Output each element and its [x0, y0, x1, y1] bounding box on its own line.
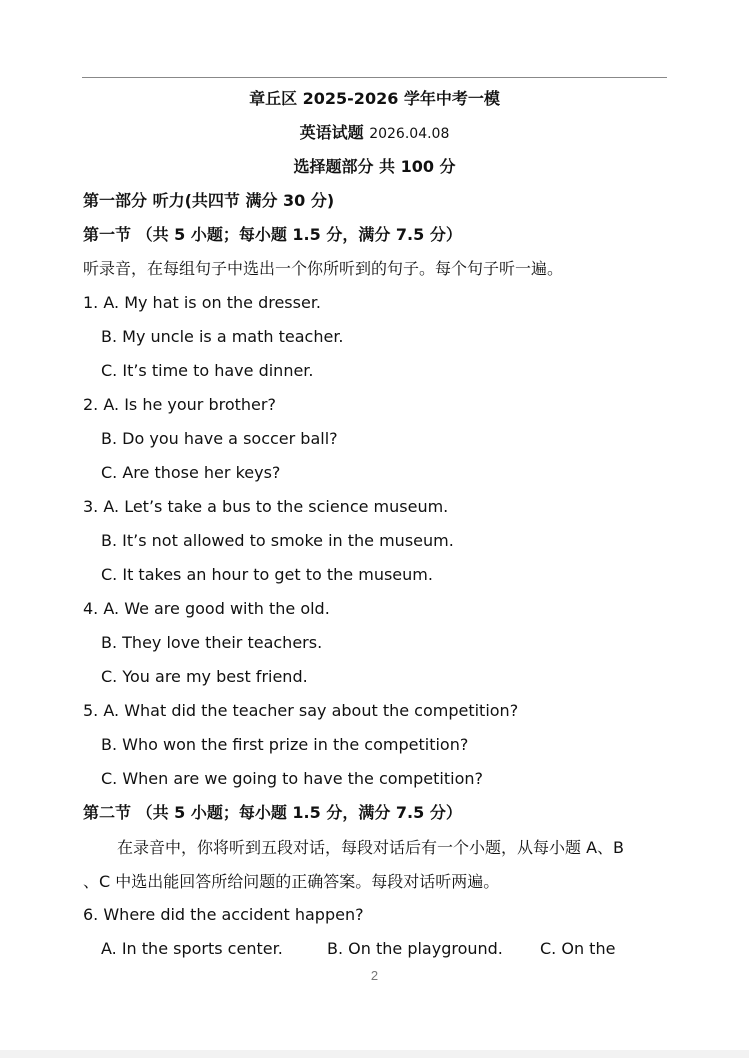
q1-option-b: B. My uncle is a math teacher.	[101, 327, 344, 346]
subject-label: 英语试题	[299, 123, 364, 142]
q4-option-a: 4. A. We are good with the old.	[83, 599, 330, 618]
q6-option-a: A. In the sports center.	[101, 939, 283, 958]
exam-title: 章丘区 2025-2026 学年中考一模	[249, 89, 500, 108]
exam-date: 2026.04.08	[369, 126, 450, 142]
section2-instruction-line2: 、C 中选出能回答所给问题的正确答案。每段对话听两遍。	[83, 872, 500, 891]
q6-question: 6. Where did the accident happen?	[83, 905, 364, 924]
section1-heading: 第一节 （共 5 小题；每小题 1.5 分，满分 7.5 分）	[83, 225, 462, 244]
q4-option-c: C. You are my best friend.	[101, 667, 308, 686]
q2-option-c: C. Are those her keys?	[101, 463, 281, 482]
section2-heading: 第二节 （共 5 小题；每小题 1.5 分，满分 7.5 分）	[83, 803, 462, 822]
q3-option-b: B. It’s not allowed to smoke in the museum.	[101, 531, 454, 550]
q5-option-c: C. When are we going to have the competition?	[101, 769, 483, 788]
q1-option-a: 1. A. My hat is on the dresser.	[83, 293, 322, 312]
q3-option-c: C. It takes an hour to get to the museum.	[101, 565, 433, 584]
q5-option-a: 5. A. What did the teacher say about the competition?	[83, 701, 519, 720]
q6-option-c: C. On the	[540, 939, 616, 958]
part-title: 选择题部分 共 100 分	[293, 157, 456, 176]
page-bottom-edge	[0, 1050, 749, 1058]
q3-option-a: 3. A. Let’s take a bus to the science museum.	[83, 497, 449, 516]
q6-option-b: B. On the playground.	[327, 939, 503, 958]
section2-instruction-line1: 在录音中，你将听到五段对话，每段对话后有一个小题，从每小题 A、B	[117, 838, 625, 857]
q2-option-b: B. Do you have a soccer ball?	[101, 429, 338, 448]
part1-heading: 第一部分 听力(共四节 满分 30 分)	[83, 191, 335, 210]
page-number: 2	[370, 968, 379, 983]
top-rule	[82, 77, 667, 78]
exam-subtitle	[82, 123, 667, 144]
q1-option-c: C. It’s time to have dinner.	[101, 361, 314, 380]
q4-option-b: B. They love their teachers.	[101, 633, 323, 652]
q5-option-b: B. Who won the first prize in the competition?	[101, 735, 469, 754]
section1-instruction: 听录音，在每组句子中选出一个你所听到的句子。每个句子听一遍。	[83, 259, 564, 278]
q2-option-a: 2. A. Is he your brother?	[83, 395, 276, 414]
